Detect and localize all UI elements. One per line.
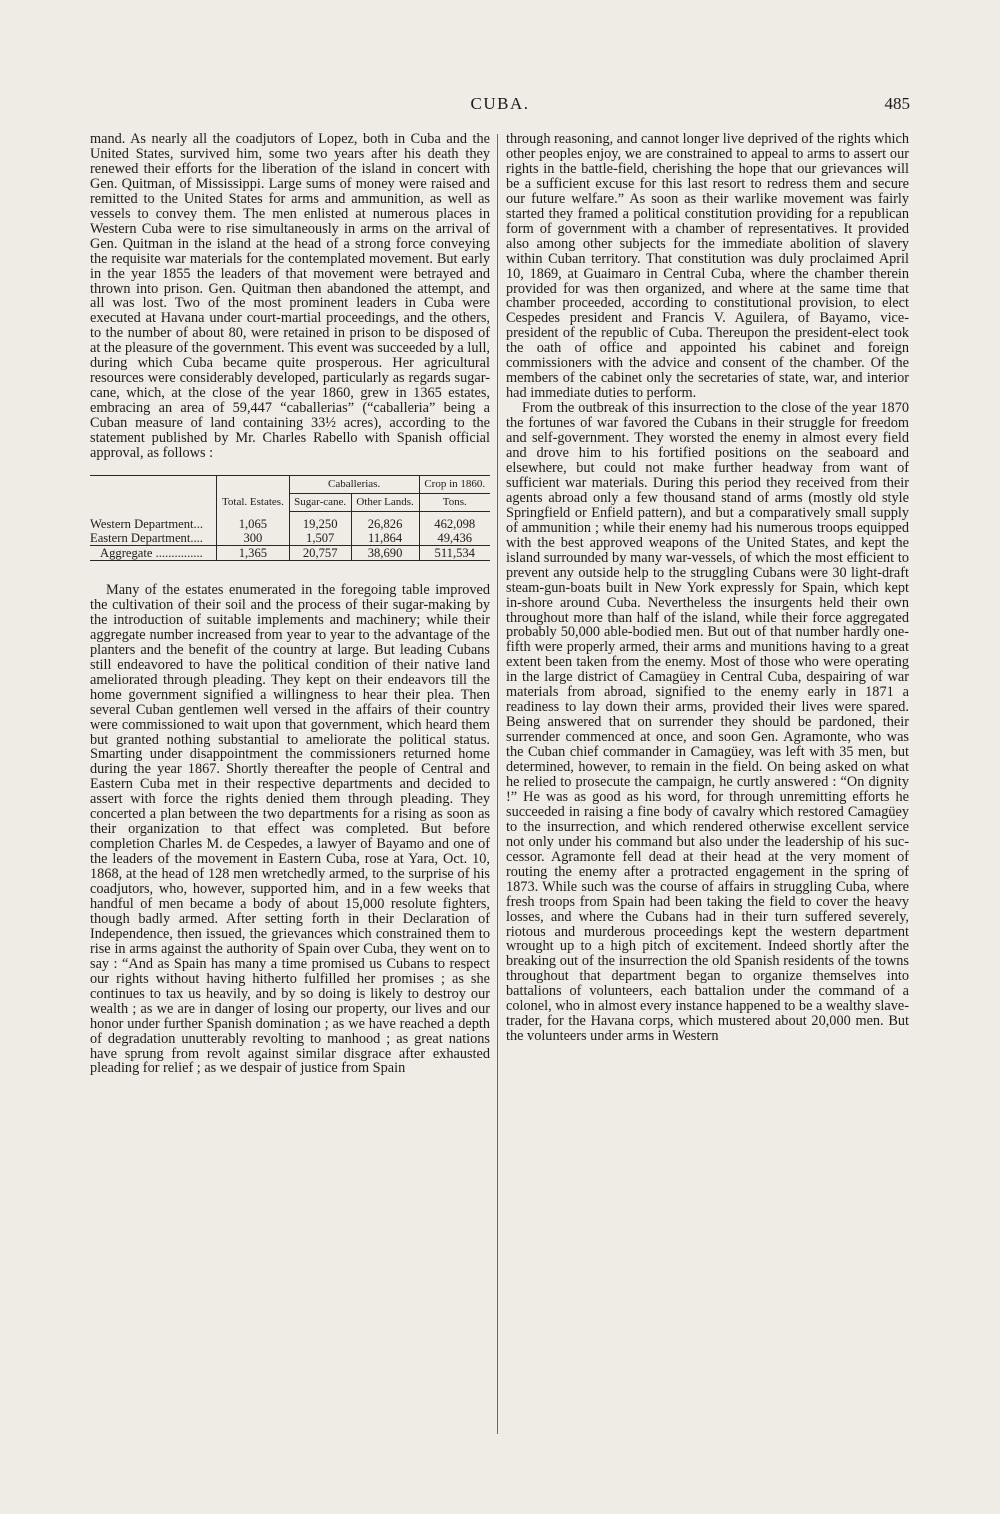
header-total-estates: Total. Estates. bbox=[217, 475, 290, 511]
header-sugar-cane: Sugar-cane. bbox=[289, 493, 351, 511]
cell-other: 11,864 bbox=[351, 531, 419, 546]
running-title: CUBA. bbox=[470, 94, 530, 113]
cell-sugar: 19,250 bbox=[289, 511, 351, 531]
header-crop: Crop in 1860. bbox=[419, 475, 490, 493]
estates-table bbox=[90, 475, 490, 561]
estates-table-wrapper bbox=[90, 475, 490, 561]
page-number: 485 bbox=[884, 94, 910, 113]
cell-other: 38,690 bbox=[351, 545, 419, 560]
left-column bbox=[90, 132, 490, 1076]
cell-total: 1,365 bbox=[217, 545, 290, 560]
cell-tons: 462,098 bbox=[419, 511, 490, 531]
table-corner-cell bbox=[90, 475, 217, 511]
paragraph: mand. As nearly all the coadjutors of Lopez, both in Cuba and the United States, survived him, some two years after his death they renewed their efforts for the liberation of the island in concert with Gen. Quitman, of Mississippi. Large sums of money were raised and remitted to the United States for arms and ammunition, as well as vessels to convey them. The men enlisted at numerous places in Western Cuba were to rise simultaneously in arms on the arrival of Gen. Quitman in the island at the head of a strong force conveying the requisite war materials for the contemplated movement. But early in the year 1855 the leaders of that movement were betrayed and thrown into prison. Gen. Quitman then abandoned the attempt, and all was lost. Two of the most prominent leaders in Cuba were executed at Havana under court-martial proceedings, and the others, to the number of about 80, were retained in prison to be disposed of at the pleasure of the government. This event was succeeded by a lull, during which Cuba became quite prosperous. Her agricultural resources were considerably developed, particularly as regards sugar-cane, which, at the close of the year 1860, grew in 1365 estates, embracing an area of 59,447 “caballerias” (“caballeria” being a Cuban measure of land containing 33½ acres), according to the statement published by Mr. Charles Rabello with Spanish official approval, as follows : bbox=[90, 131, 490, 462]
column-divider bbox=[497, 134, 498, 1434]
header-caballerias: Caballerias. bbox=[289, 475, 419, 493]
cell-total: 1,065 bbox=[217, 511, 290, 531]
row-label: Eastern Department.... bbox=[90, 530, 203, 545]
table-row bbox=[90, 531, 490, 546]
header-tons: Tons. bbox=[419, 493, 490, 511]
paragraph: Many of the estates enumerated in the foregoing table improved the cultivation of their soil and the process of their sugar-making by the introduction of suitable implements and machinery; while their aggregate number increased from year to year to the advantage of the planters and the benefit of the country at large. But leading Cubans still endeavored to have the political condition of their native land ameliorated through pleading. They kept on their endeavors till the home government signified a willingness to hear their plea. Then several Cuban gentlemen well versed in the affairs of their country were commissioned to wait upon that government, which heard them but granted nothing substantial to ameliorate the political status. Smarting under disappointment the commissioners returned home during the year 1867. Shortly thereafter the people of Central and Eastern Cuba met in their respective departments and decided to assert with force the rights denied them through pleading. They concerted a plan between the two departments for a rising as soon as their organization to that effect was completed. But before completion Charles M. de Cespedes, a lawyer of Bayamo and one of the leaders of the movement in Eastern Cuba, rose at Yara, Oct. 10, 1868, at the head of 128 men wretchedly armed, to the surprise of his coadjutors, who, however, supported him, and in a few weeks that handful of men became a body of about 15,000 resolute fighters, though badly armed. After setting forth in their Declaration of Independence, then issued, the grievances which constrained them to rise in arms against the authority of Spain over Cuba, they went on to say : “And as Spain has many a time promised us Cubans to respect our rights without having hitherto fulfilled her promises ; as she continues to tax us heavily, and by so doing is likely to destroy our wealth ; as we are in danger of losing our property, our lives and our honor under further Spanish domination ; as we have reached a depth of degradation unutterably revolting to manhood ; as great nations have sprung from revolt against similar disgrace after exhausted pleading for relief ; as we despair of justice from Spain bbox=[90, 581, 490, 1077]
cell-other: 26,826 bbox=[351, 511, 419, 531]
cell-sugar: 1,507 bbox=[289, 531, 351, 546]
page-header bbox=[90, 94, 910, 124]
paragraph: From the outbreak of this insurrection to the close of the year 1870 the fortunes of war favored the Cubans in their struggle for freedom and self-government. They worsted the enemy in almost every field and drove him to his fortified positions on the seaboard and elsewhere, but could not make further headway from want of sufficient war materials. During this period they received from their agents abroad only a few thousand stand of arms (mostly old style Springfield or Enfield pattern), and but a comparatively small supply of ammunition ; while their enemy had his numerous troops equipped with the best approved weapons of the United States, and kept the island surrounded by many war-vessels, of which the most efficient to prevent any outside help to the struggling Cubans were 30 light-draft steam-gun-boats built in New York expressly for Spain, which kept in-shore around Cuba. Nevertheless the insurgents held their own throughout more than half of the island, while their force aggregated probably 50,000 able-bodied men. But out of that number hardly one-fifth were properly armed, their arms and munitions having to a great extent been taken from the enemy. Most of those who were operating in the large district of Camagüey in Central Cuba, despairing of war materials from abroad, signified to the enemy early in 1871 a readiness to lay down their arms, provided their lives were spared. Being answered that on surrender they should be pardoned, their surrender commenced at once, and soon Gen. Agramonte, who was the Cuban chief commander in Camagüey, was left with 35 men, but determined, however, to remain in the field. On being asked on what he relied to prosecute the campaign, he curtly answered : “On dignity !” He was as good as his word, for through unremitting efforts he succeeded in raising a fine body of cavalry which restored Camagüey to the insurrection, and which rendered otherwise excellent service not only under his command but also under the leadership of his successor. Agramonte fell dead at their head at the very moment of routing the enemy after a protracted engagement in the spring of 1873. While such was the course of affairs in struggling Cuba, where fresh troops from Spain had been taking the field to cover the heavy losses, and where the Cubans had in their turn suffered severely, riotous and murderous proceedings kept the western department wrought up to a high pitch of excitement. Indeed shortly after the breaking out of the insurrection the old Spanish residents of the towns throughout that department began to organize themselves into battalions of volunteers, each battalion under the command of a colonel, who in almost every instance happened to be a wealthy slave-trader, for the Havana corps, which mustered about 20,000 men. But the volunteers under arms in Western bbox=[506, 400, 909, 1045]
paragraph: through reasoning, and cannot longer live deprived of the rights which other peoples enjoy, we are constrained to appeal to arms to assert our rights in the battle-field, cherishing the hope that our grievances will be a sufficient excuse for this last resort to redress them and secure our future welfare.” As soon as their warlike movement was fairly started they framed a political constitution providing for a republican form of government with a chamber of representatives. It provided also among other subjects for the immediate abolition of slavery within Cuban territory. That constitution was duly proclaimed April 10, 1869, at Guaimaro in Central Cuba, where the chamber therein provided for was then organized, and where at the same time that chamber proceeded, according to constitutional provision, to elect Cespedes president and Francis V. Aguilera, of Bayamo, vice-president of the republic of Cuba. Thereupon the president-elect took the oath of office and appointed his cabinet and foreign commissioners with the advice and consent of the chamber. Of the members of the cabinet only the secretaries of state, war, and interior had immediate duties to perform. bbox=[506, 131, 909, 402]
cell-tons: 49,436 bbox=[419, 531, 490, 546]
cell-sugar: 20,757 bbox=[289, 545, 351, 560]
table-row bbox=[90, 511, 490, 531]
cell-total: 300 bbox=[217, 531, 290, 546]
cell-tons: 511,534 bbox=[419, 545, 490, 560]
row-label: Aggregate ............... bbox=[90, 545, 217, 560]
row-label: Western Department... bbox=[90, 516, 203, 531]
table-row-aggregate bbox=[90, 545, 490, 560]
right-column bbox=[506, 132, 909, 1044]
header-other-lands: Other Lands. bbox=[351, 493, 419, 511]
